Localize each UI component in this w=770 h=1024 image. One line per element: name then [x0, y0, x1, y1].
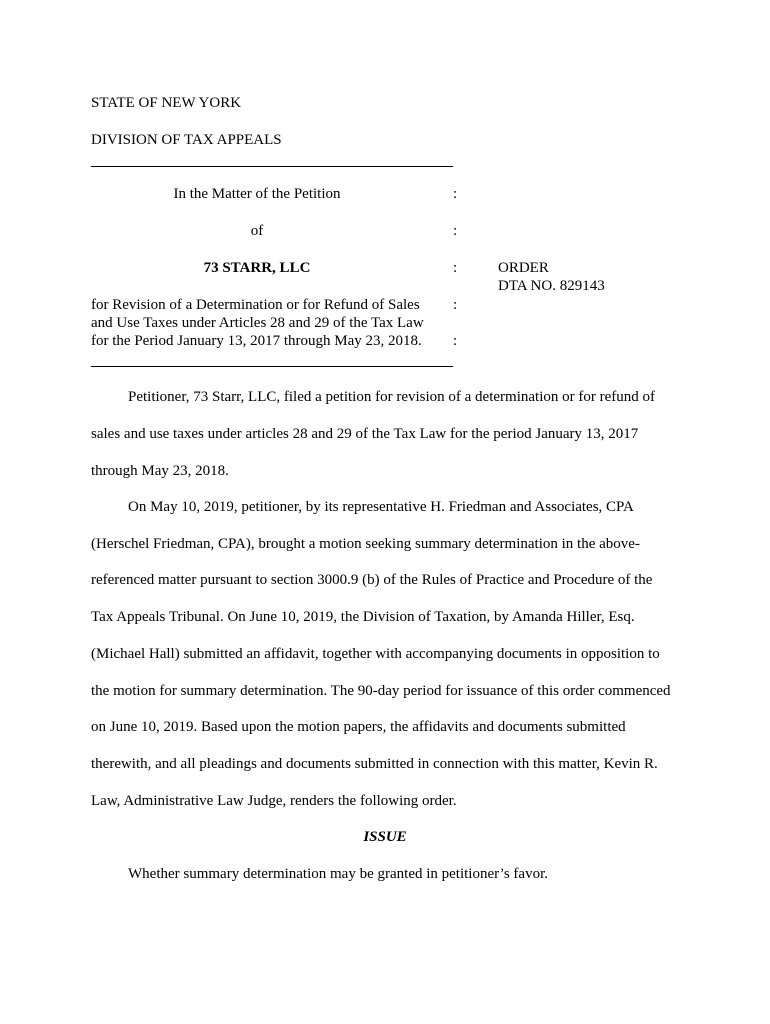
purpose-line: and Use Taxes under Articles 28 and 29 of the Tax Law	[91, 315, 424, 331]
state-header: STATE OF NEW YORK	[91, 95, 242, 111]
para2-line: (Michael Hall) submitted an affidavit, together with accompanying documents in opposition to	[91, 646, 660, 662]
para2-line: the motion for summary determination. The 90-day period for issuance of this order commenced	[91, 683, 671, 699]
caption-colon: :	[453, 223, 458, 239]
caption-colon: :	[453, 297, 458, 313]
order-label: ORDER	[498, 260, 549, 276]
petitioner-name: 73 STARR, LLC	[203, 260, 311, 276]
para2-line: on June 10, 2019. Based upon the motion papers, the affidavits and documents submitted	[91, 719, 626, 735]
purpose-line: for the Period January 13, 2017 through May 23, 2018.	[91, 333, 422, 349]
para2-line: On May 10, 2019, petitioner, by its representative H. Friedman and Associates, CPA	[128, 499, 634, 515]
caption-bottom-rule	[91, 366, 453, 367]
para2-line: Tax Appeals Tribunal. On June 10, 2019, the Division of Taxation, by Amanda Hiller, Esq.	[91, 609, 635, 625]
of-line: of	[250, 223, 264, 239]
para1-line: Petitioner, 73 Starr, LLC, filed a petition for revision of a determination or for refund of	[128, 389, 655, 405]
purpose-line: for Revision of a Determination or for Refund of Sales	[91, 297, 420, 313]
caption-top-rule	[91, 166, 453, 167]
division-header: DIVISION OF TAX APPEALS	[91, 132, 282, 148]
para1-line: through May 23, 2018.	[91, 463, 229, 479]
caption-colon: :	[453, 186, 458, 202]
caption-colon: :	[453, 260, 458, 276]
caption-colon: :	[453, 333, 458, 349]
issue-text: Whether summary determination may be granted in petitioner’s favor.	[128, 866, 549, 882]
issue-heading: ISSUE	[363, 829, 407, 845]
matter-line: In the Matter of the Petition	[173, 186, 341, 202]
para2-line: therewith, and all pleadings and documents submitted in connection with this matter, Kevin R.	[91, 756, 658, 772]
para2-line: (Herschel Friedman, CPA), brought a motion seeking summary determination in the above-	[91, 536, 640, 552]
para1-line: sales and use taxes under articles 28 and 29 of the Tax Law for the period January 13, 2017	[91, 426, 639, 442]
para2-line: Law, Administrative Law Judge, renders the following order.	[91, 793, 457, 809]
dta-number: DTA NO. 829143	[498, 278, 605, 294]
para2-line: referenced matter pursuant to section 3000.9 (b) of the Rules of Practice and Procedure of the	[91, 572, 653, 588]
